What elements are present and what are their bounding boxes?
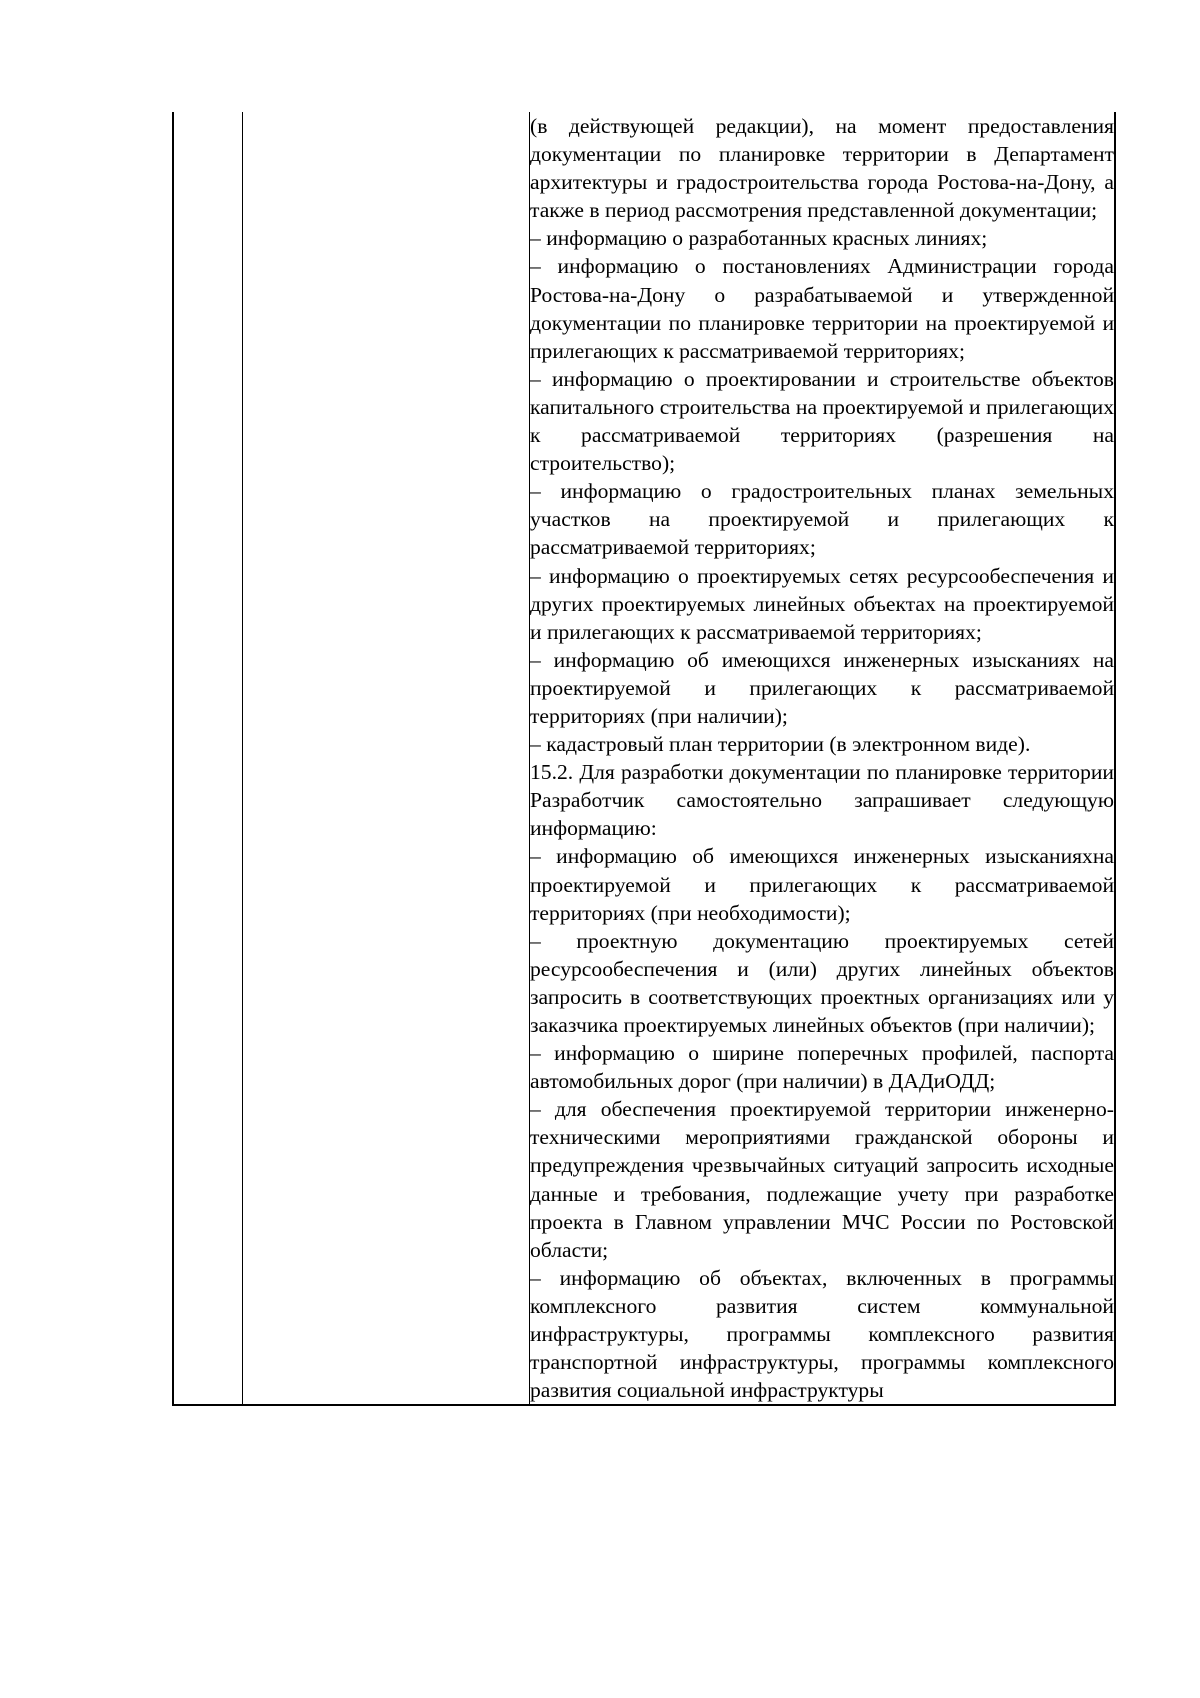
paragraph: – кадастровый план территории (в электронном виде). — [530, 732, 1031, 757]
table-cell-number — [173, 112, 243, 1405]
table-row — [173, 112, 1115, 1405]
paragraph: – информацию о разработанных красных линиях; — [530, 226, 988, 251]
requirements-table — [172, 112, 1116, 1406]
paragraph: – информацию о проектировании и строительстве объектов капитального строительства на проектируемой и прилегающих к рассматриваемой территориях (разрешения на строительство); — [530, 366, 1114, 476]
paragraph: – проектную документацию проектируемых сетей ресурсообеспечения и (или) других линейных объектов запросить в соответствующих проектных организациях или у заказчика проектируемых линейных объектов (при наличии); — [530, 928, 1114, 1037]
paragraph: – для обеспечения проектируемой территории инженерно-техническими мероприятиями гражданской обороны и предупреждения чрезвычайных ситуаций запросить исходные данные и требования, подлежащие учету при разработке проекта в Главном управлении МЧС России по Ростовской области; — [530, 1097, 1114, 1262]
paragraph: – информацию о постановлениях Администрации города Ростова-на-Дону о разрабатываемой и утвержденной документации по планировке территории на проектируемой и прилегающих к рассматриваемой территориях; — [530, 254, 1114, 363]
table-cell-content — [530, 112, 1116, 1405]
paragraph: – информацию о проектируемых сетях ресурсообеспечения и других проектируемых линейных объектах на проектируемой и прилегающих к рассматриваемой территориях; — [530, 563, 1114, 644]
paragraph: – информацию об имеющихся инженерных изысканиях на проектируемой и прилегающих к рассматриваемой территориях (при наличии); — [530, 647, 1114, 728]
paragraph: – информацию об объектах, включенных в программы комплексного развития систем коммунальной инфраструктуры, программы комплексного развития транспортной инфраструктуры, программы комплексного развития социальной инфраструктуры — [530, 1265, 1114, 1403]
table-cell-section — [243, 112, 530, 1405]
content-text — [530, 112, 1114, 1404]
paragraph: – информацию об имеющихся инженерных изысканияхна проектируемой и прилегающих к рассматриваемой территориях (при необходимости); — [530, 844, 1114, 925]
paragraph: 15.2. Для разработки документации по планировке территории Разработчик самостоятельно запрашивает следующую информацию: — [530, 760, 1114, 841]
paragraph: – информацию о ширине поперечных профилей, паспорта автомобильных дорог (при наличии) в ДАДиОДД; — [530, 1041, 1114, 1094]
paragraph: (в действующей редакции), на момент предоставления документации по планировке территории в Департамент архитектуры и градостроительства города Ростова-на-Дону, а также в период рассмотрения представленной документации; — [530, 114, 1114, 223]
paragraph: – информацию о градостроительных планах земельных участков на проектируемой и прилегающих к рассматриваемой территориях; — [530, 479, 1114, 560]
